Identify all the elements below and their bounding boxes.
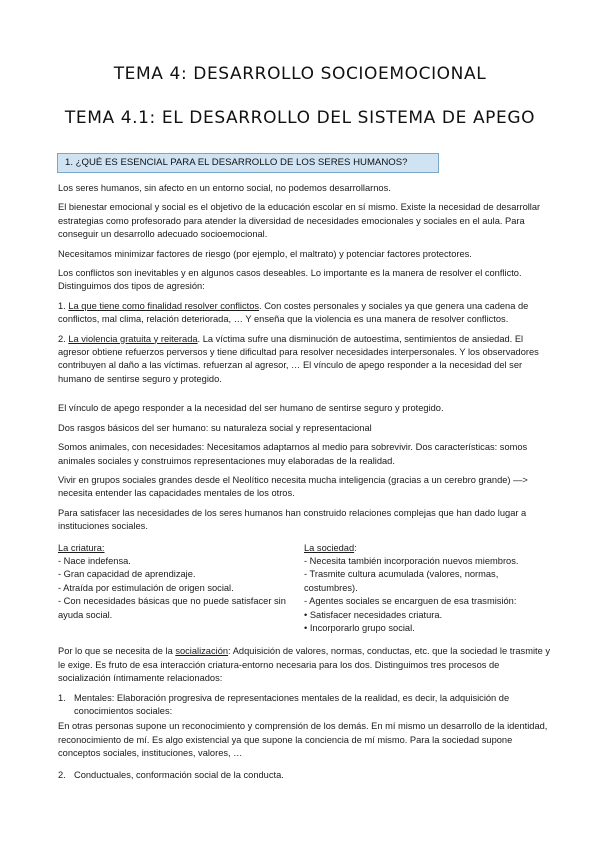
column-title-text: La sociedad [304, 542, 355, 553]
aggression-type-1-title: La que tiene como finalidad resolver conflictos [68, 300, 260, 311]
paragraph: Vivir en grupos sociales grandes desde el Neolítico necesita mucha inteligencia (gracias a un cerebro grande) —> necesita entender las capacidades mentales de los otros. [58, 474, 528, 499]
list-number: 2. [58, 769, 66, 780]
list-item: • Incorporarlo grupo social. [304, 622, 415, 633]
list-item: - Agentes sociales se encarguen de esa trasmisión: [304, 596, 517, 607]
socialization-term: socialización [175, 646, 229, 657]
socialization-paragraph [58, 645, 550, 685]
list-item: - Con necesidades básicas que no puede satisfacer sin ayuda social. [58, 596, 286, 620]
process-item-2-text: Conductuales, conformación social de la conducta. [74, 769, 284, 780]
paragraph: El bienestar emocional y social es el objetivo de la educación escolar en sí mismo. Existe la necesidad de desarrollar estrategias como profesorado para atender la diversidad de necesidades emocionales y sociales en el aula. Para conseguir un desarrollo adecuado socioemocional. [58, 202, 541, 240]
list-item: - Nace indefensa. [58, 555, 131, 566]
aggression-type-1 [58, 300, 550, 327]
page-subtitle: TEMA 4.1: EL DESARROLLO DEL SISTEMA DE APEGO [64, 108, 536, 128]
paragraph: Para satisfacer las necesidades de los seres humanos han construido relaciones complejas que han dado lugar a instituciones sociales. [58, 507, 527, 532]
process-item-1-detail: En otras personas supone un reconocimiento y comprensión de los demás. En mí mismo un desarrollo de la identidad, reconocimiento de mí. Es algo existencial ya que supone la conciencia de mí mismo. Para la sociedad supone conceptos sociales, instituciones, valores, … [58, 721, 548, 759]
paragraph: El vínculo de apego responder a la necesidad del ser humano de sentirse seguro y protegido. [58, 403, 444, 414]
list-number: 1. [58, 692, 66, 703]
comparison-columns [58, 542, 550, 636]
aggression-type-2-text: . La víctima sufre una disminución de autoestima, sentimientos de ansiedad. El agresor obtiene refuerzos perversos y tiene dificultad para resolver necesidades interpersonales. Y los observadores contribuyen al daño a las víctimas. refuerzan al agresor, … El vínculo de apego responder a la necesidad del ser humano de sentirse seguro y protegido. [58, 333, 539, 384]
process-item-1-text: Mentales: Elaboración progresiva de representaciones mentales de la realidad, es decir, la adquisición de conocimientos sociales: [74, 692, 510, 716]
list-number: 1. [58, 300, 69, 311]
process-item-1 [58, 692, 550, 719]
column-title-colon: : [354, 542, 357, 553]
list-item: - Atraída por estimulación de origen social. [58, 582, 234, 593]
list-number: 2. [58, 333, 69, 344]
column-title [304, 542, 550, 555]
section-heading: 1. ¿QUÉ ES ESENCIAL PARA EL DESARROLLO DE LOS SERES HUMANOS? [57, 153, 439, 173]
column-sociedad [304, 542, 550, 636]
document-body [58, 182, 550, 784]
process-item-2 [58, 769, 550, 782]
paragraph: Dos rasgos básicos del ser humano: su naturaleza social y representacional [58, 422, 372, 433]
aggression-type-1-text: . Con costes personales y sociales ya que genera una cadena de conflictos, mal clima, relación deteriorada, … Y enseña que la violencia es una manera de resolver conflictos. [58, 300, 529, 325]
column-criatura [58, 542, 304, 636]
list-item: - Necesita también incorporación nuevos miembros. [304, 555, 519, 566]
aggression-type-2-title: La violencia gratuita y reiterada [68, 333, 198, 344]
paragraph: Necesitamos minimizar factores de riesgo (por ejemplo, el maltrato) y potenciar factores protectores. [58, 248, 472, 259]
paragraph: Somos animales, con necesidades: Necesitamos adaptarnos al medio para sobrevivir. Dos características: somos animales sociales y construimos representaciones muy elaboradas de la realidad. [58, 442, 528, 466]
aggression-type-2 [58, 333, 550, 387]
socialization-text: : Adquisición de valores, normas, conductas, etc. que la sociedad le trasmite y le exige. Es fruto de esa interacción criatura-entorno necesaria para los dos. Distinguimos tres procesos de socialización íntimamente relacionados: [58, 646, 550, 684]
list-item: - Trasmite cultura acumulada (valores, normas, costumbres). [304, 569, 499, 593]
page-title: TEMA 4: DESARROLLO SOCIOEMOCIONAL [113, 64, 487, 84]
column-title: La criatura: [58, 542, 105, 553]
list-item: • Satisfacer necesidades criatura. [304, 609, 443, 620]
list-item: - Gran capacidad de aprendizaje. [58, 569, 196, 580]
paragraph: Los seres humanos, sin afecto en un entorno social, no podemos desarrollarnos. [58, 183, 391, 193]
paragraph: Los conflictos son inevitables y en algunos casos deseables. Lo importante es la manera de resolver el conflicto. Distinguimos dos tipos de agresión: [58, 268, 522, 292]
socialization-lead: Por lo que se necesita de la [58, 646, 176, 657]
